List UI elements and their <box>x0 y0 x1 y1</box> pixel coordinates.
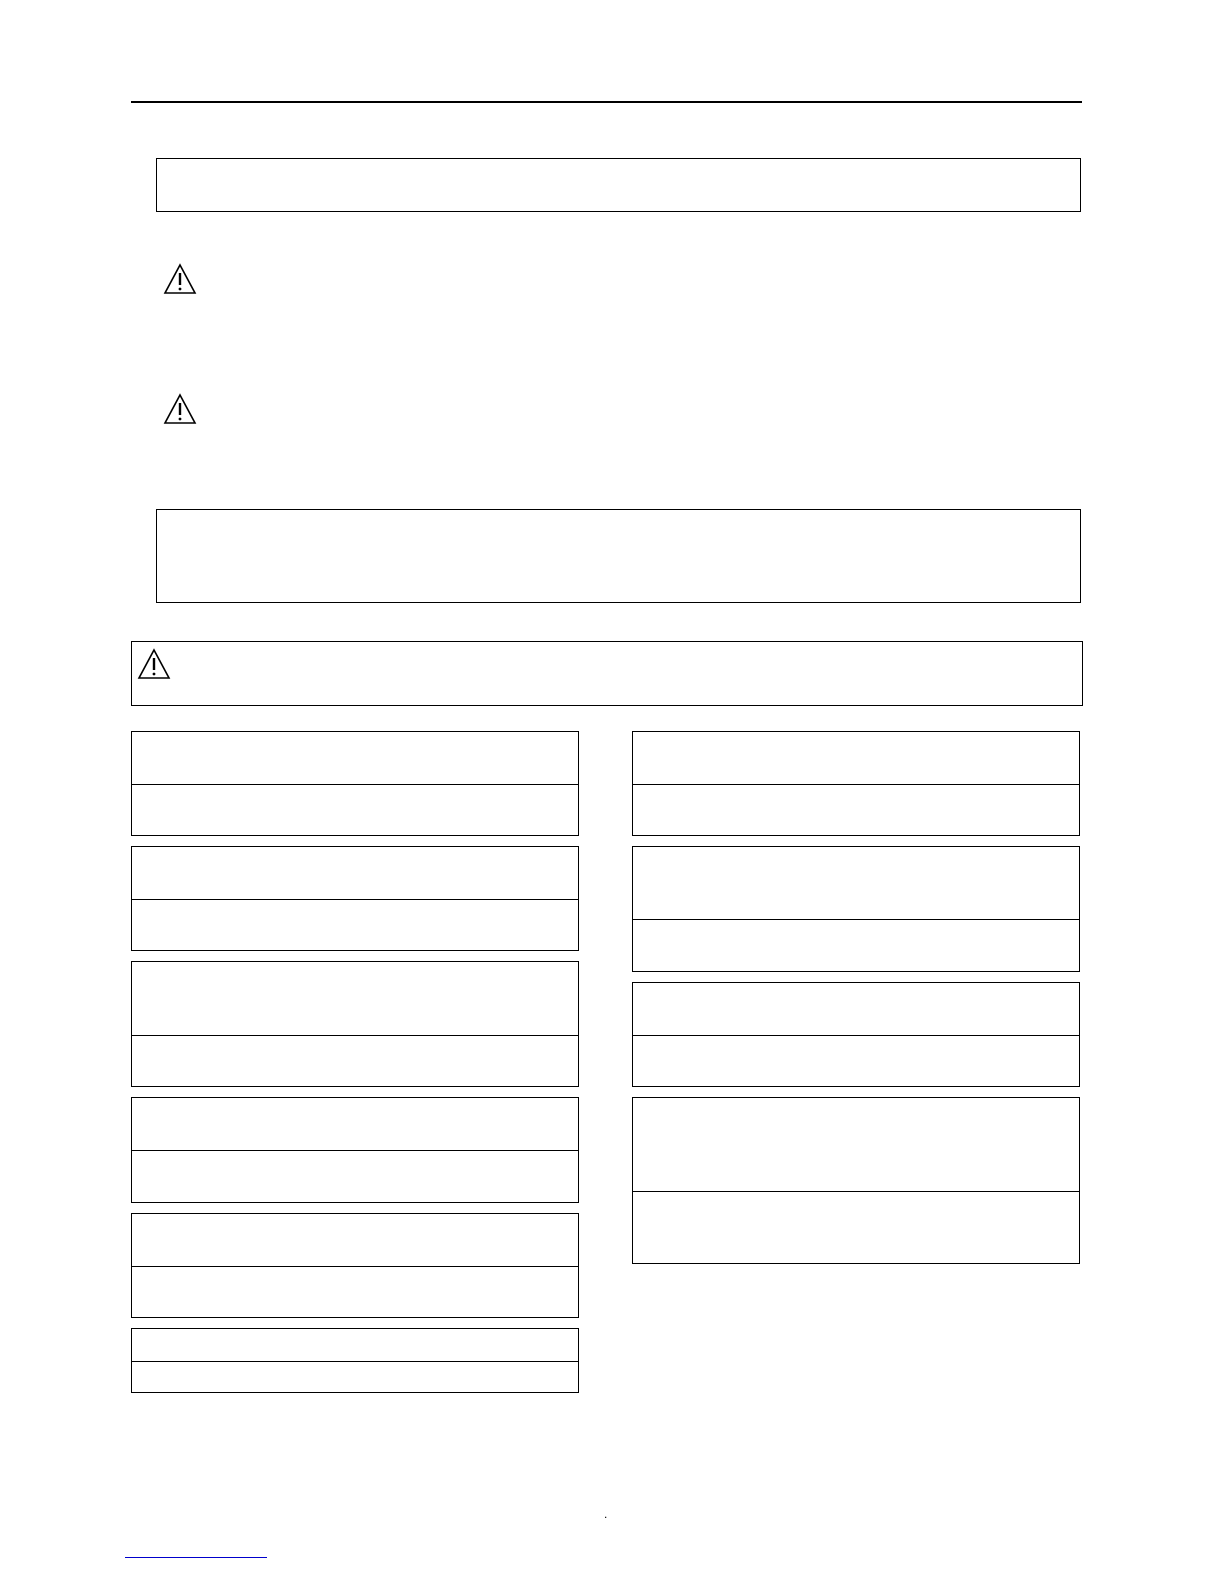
warning-triangle-icon <box>163 393 197 425</box>
left-table-6 <box>131 1328 579 1393</box>
table-divider <box>132 899 578 900</box>
left-table-5 <box>131 1213 579 1318</box>
warning-triangle-icon <box>137 648 171 680</box>
left-table-3 <box>131 961 579 1087</box>
left-table-2 <box>131 846 579 951</box>
table-divider <box>132 1361 578 1362</box>
header-rule <box>131 101 1082 103</box>
table-divider <box>132 1150 578 1151</box>
table-divider <box>132 784 578 785</box>
warning-triangle-icon <box>163 263 197 295</box>
table-divider <box>633 1191 1079 1192</box>
left-table-1 <box>131 731 579 836</box>
footer-mark: . <box>604 1507 608 1521</box>
table-divider <box>633 919 1079 920</box>
right-table-4 <box>632 1097 1080 1264</box>
notice-box-middle <box>156 509 1081 603</box>
footer-link-underline[interactable] <box>125 1557 267 1558</box>
right-table-2 <box>632 846 1080 972</box>
notice-box-top <box>156 158 1081 212</box>
table-divider <box>633 1035 1079 1036</box>
right-table-3 <box>632 982 1080 1087</box>
table-divider <box>132 1266 578 1267</box>
caution-banner <box>131 641 1083 706</box>
table-divider <box>633 784 1079 785</box>
table-divider <box>132 1035 578 1036</box>
right-table-1 <box>632 731 1080 836</box>
left-table-4 <box>131 1097 579 1203</box>
